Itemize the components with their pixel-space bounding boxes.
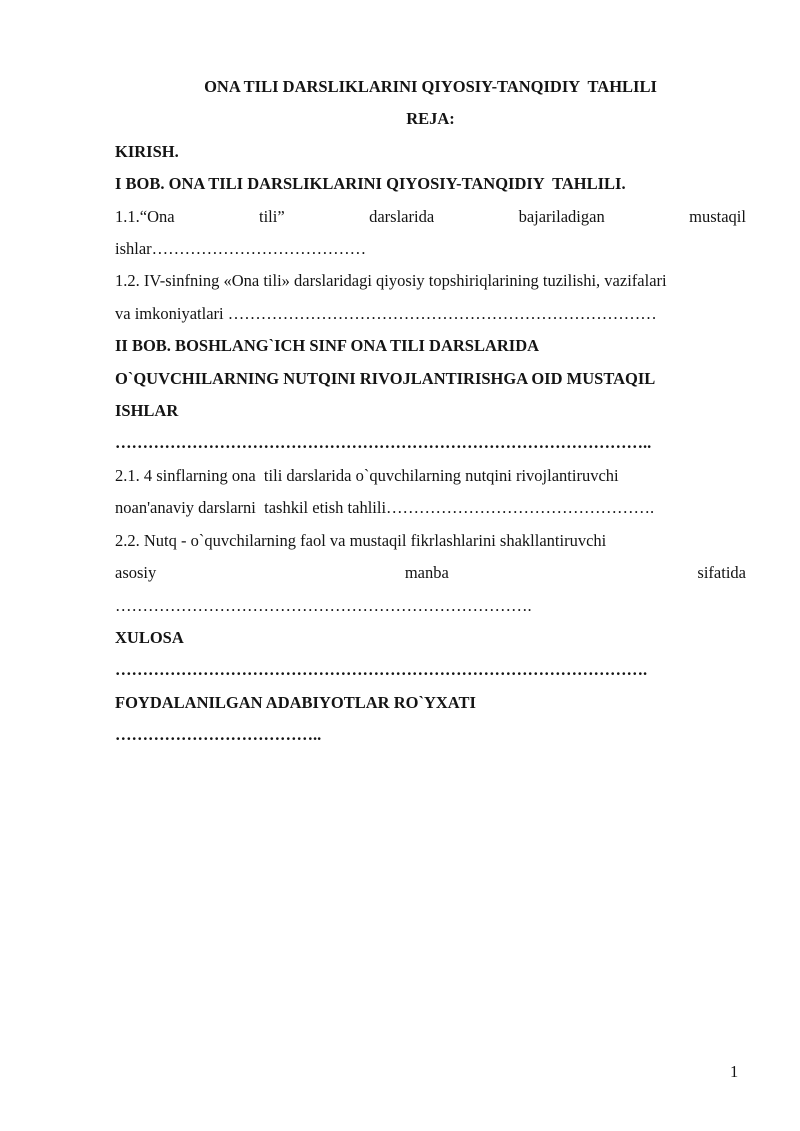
item-1-1-word: mustaqil: [689, 206, 746, 226]
chapter-2-dots-line: ……………………………………………………………………………………..: [115, 433, 652, 453]
xulosa-dots-line: …………………………………………………………………………………….: [115, 660, 648, 680]
toc-page-content: [115, 71, 746, 752]
item-2-1-line2: noan'anaviy darslarni tashkil etish tahlili………………………………………….: [115, 498, 655, 518]
reja-heading: REJA:: [406, 109, 455, 129]
item-2-2-dots-line: ………………………………………………………………….: [115, 595, 532, 615]
kirish-heading: KIRISH.: [115, 141, 179, 161]
item-1-1-line1: [115, 201, 746, 233]
item-1-1-word: darslarida: [369, 206, 435, 226]
chapter-2-heading-line2: O`QUVCHILARNING NUTQINI RIVOJLANTIRISHGA OID MUSTAQIL: [115, 368, 656, 388]
chapter-1-heading: I BOB. ONA TILI DARSLIKLARINI QIYOSIY-TANQIDIY TAHLILI.: [115, 174, 626, 194]
item-2-2-word: manba: [404, 563, 449, 583]
document-title: ONA TILI DARSLIKLARINI QIYOSIY-TANQIDIY TAHLILI: [204, 77, 657, 96]
xulosa-heading: XULOSA: [115, 627, 184, 647]
chapter-2-heading-line3: ISHLAR: [115, 401, 179, 421]
item-1-2-line1: 1.2. IV-sinfning «Ona tili» darslaridagi qiyosiy topshiriqlarining tuzilishi, vazifalari: [115, 271, 667, 291]
item-2-2-word: asosiy: [115, 563, 157, 583]
bibliography-dots-line: ………………………………..: [115, 725, 322, 745]
item-2-2-word: sifatida: [697, 563, 746, 583]
page-number: 1: [730, 1062, 739, 1081]
item-1-1-line2: ishlar…………………………………: [115, 239, 367, 259]
item-2-1-line1: 2.1. 4 sinflarning ona tili darslarida o`quvchilarning nutqini rivojlantiruvchi: [115, 465, 619, 485]
item-1-1-word: tili”: [259, 206, 285, 226]
item-1-1-word: bajariladigan: [518, 206, 605, 226]
bibliography-heading: FOYDALANILGAN ADABIYOTLAR RO`YXATI: [115, 692, 476, 712]
item-2-2-line2: [115, 557, 746, 589]
item-1-2-line2: va imkoniyatlari ……………………………………………………………………: [115, 303, 657, 323]
item-2-2-line1: 2.2. Nutq - o`quvchilarning faol va mustaqil fikrlashlarini shakllantiruvchi: [115, 530, 607, 550]
item-1-1-word: 1.1.“Ona: [115, 206, 175, 226]
chapter-2-heading-line1: II BOB. BOSHLANG`ICH SINF ONA TILI DARSLARIDA: [115, 336, 540, 356]
